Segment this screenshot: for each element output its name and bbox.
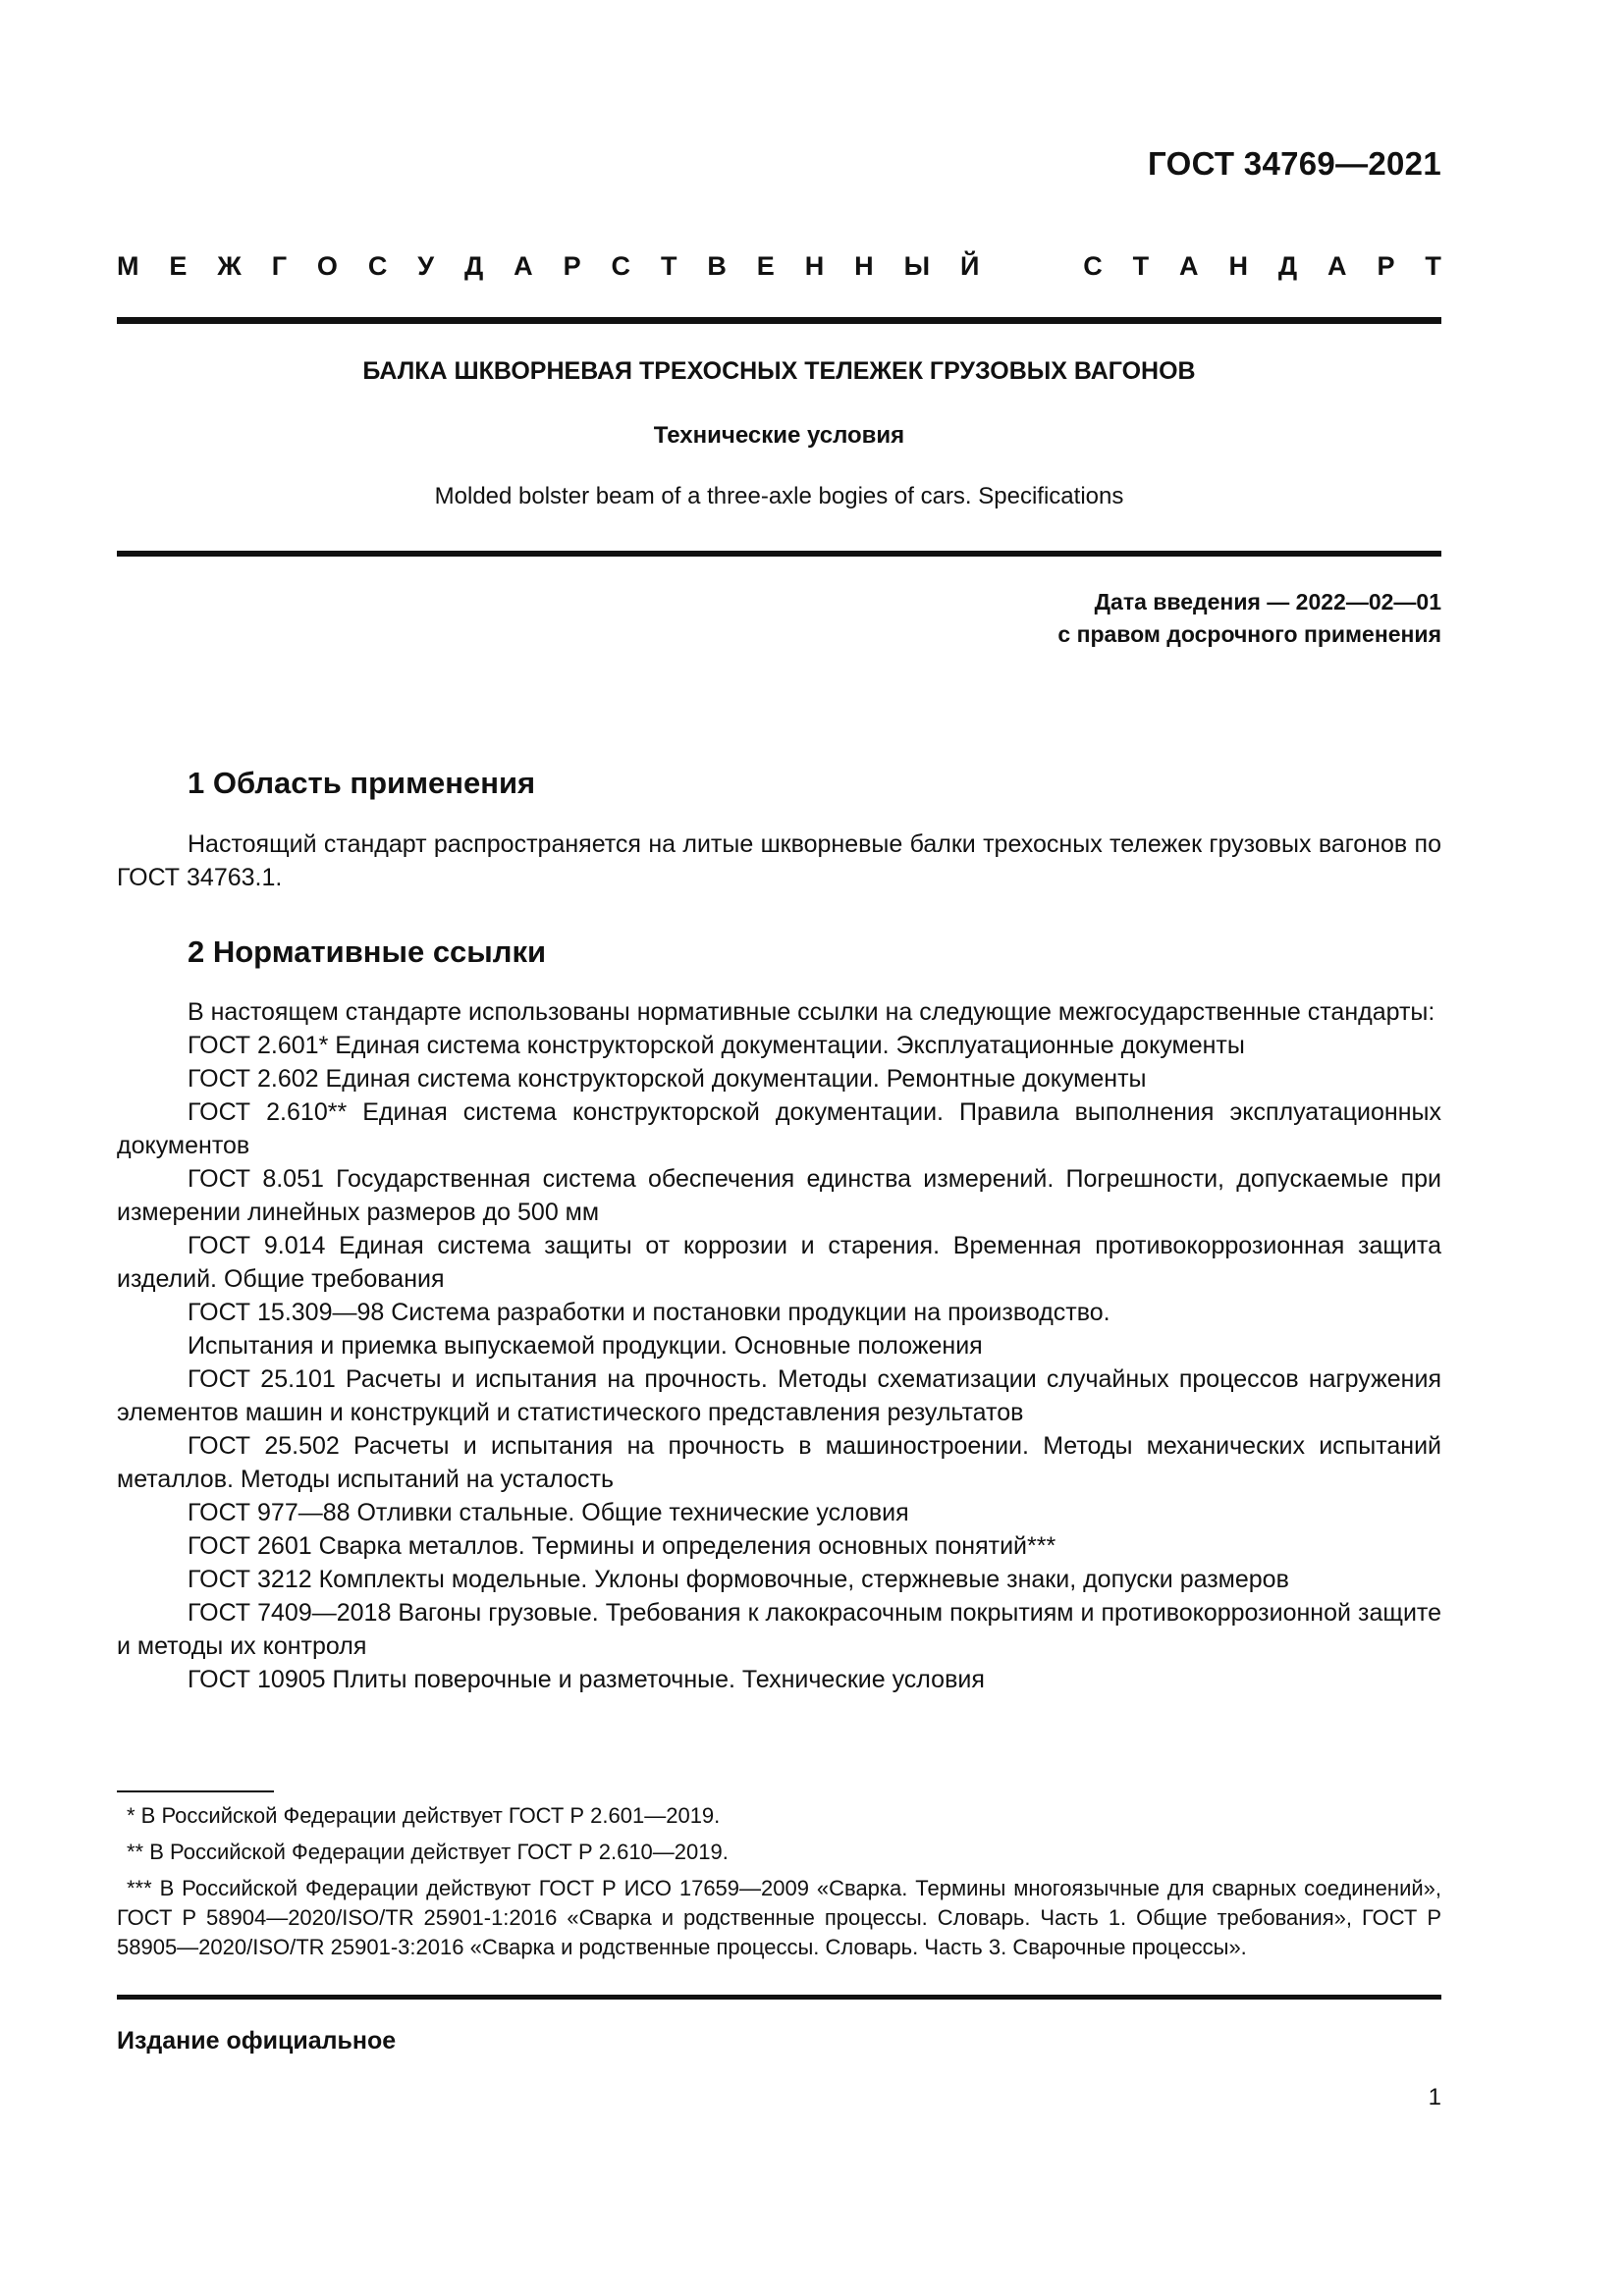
reference-item: ГОСТ 2.602 Единая система конструкторской документации. Ремонтные документы [188, 1065, 1147, 1093]
paragraph: В настоящем стандарте использованы нормативные ссылки на следующие межгосударственные стандарты: [188, 998, 1435, 1026]
banner-letter: А [1179, 251, 1199, 281]
banner-letter: О [316, 251, 338, 281]
footnote: ** В Российской Федерации действует ГОСТ Р 2.610—2019. [127, 1840, 729, 1864]
reference-item: ГОСТ 15.309—98 Система разработки и постановки продукции на производство. [188, 1299, 1110, 1326]
document-subtitle: Технические условия [653, 422, 905, 449]
banner-letter: Т [660, 251, 677, 281]
banner-letter: Д [1277, 251, 1298, 281]
banner-letter: А [1327, 251, 1347, 281]
reference-item: ГОСТ 2601 Сварка металлов. Термины и определения основных понятий*** [188, 1532, 1056, 1560]
banner-letter: Н [804, 251, 825, 281]
section-1-text [117, 828, 1441, 894]
banner-letter: У [417, 251, 435, 281]
reference-item: ГОСТ 25.502 Расчеты и испытания на прочность в машиностроении. Методы механических испытаний металлов. Методы испытаний на усталость [117, 1432, 1441, 1493]
footnote: *** В Российской Федерации действуют ГОСТ Р ИСО 17659—2009 «Сварка. Термины многоязычные для сварных соединений», ГОСТ Р 58904—2020/ISO/TR 25901-1:2016 «Сварка и родственные процессы. Словарь. Часть 1. Общие требования», ГОСТ Р 58905—2020/ISO/TR 25901-3:2016 «Сварка и родственные процессы. Словарь. Часть 3. Сварочные процессы». [117, 1876, 1441, 1959]
paragraph: Настоящий стандарт распространяется на литые шкворневые балки трехосных тележек грузовых вагонов по ГОСТ 34763.1. [117, 830, 1441, 891]
banner-letter: Е [756, 251, 775, 281]
document-page [117, 0, 1441, 2296]
reference-item: ГОСТ 2.601* Единая система конструкторской документации. Эксплуатационные документы [188, 1032, 1245, 1059]
banner-letter: В [707, 251, 727, 281]
banner-letter: Н [854, 251, 874, 281]
footnotes [117, 1801, 1441, 1969]
banner-letter: С [611, 251, 631, 281]
banner-letter: Ы [903, 251, 931, 281]
banner-letter: Р [1377, 251, 1395, 281]
document-title: БАЛКА ШКВОРНЕВАЯ ТРЕХОСНЫХ ТЕЛЕЖЕК ГРУЗОВЫХ ВАГОНОВ [362, 357, 1196, 385]
introduction-date-block [1057, 586, 1441, 651]
document-title-english: Molded bolster beam of a three-axle bogies of cars. Specifications [434, 483, 1124, 509]
section-2-heading: 2 Нормативные ссылки [188, 934, 547, 969]
banner-letter: Д [464, 251, 484, 281]
banner-letter: Г [271, 251, 287, 281]
footnote-separator [117, 1790, 274, 1792]
reference-item: ГОСТ 7409—2018 Вагоны грузовые. Требования к лакокрасочным покрытиям и противокоррозионной защите и методы их контроля [117, 1599, 1441, 1660]
banner-letter: Т [1132, 251, 1150, 281]
reference-item: ГОСТ 8.051 Государственная система обеспечения единства измерений. Погрешности, допускаемые при измерении линейных размеров до 500 мм [117, 1165, 1441, 1226]
reference-item: ГОСТ 10905 Плиты поверочные и разметочные. Технические условия [188, 1666, 985, 1693]
introduction-date: Дата введения — 2022—02—01 [1094, 589, 1441, 614]
section-2-references [117, 995, 1441, 1696]
footnote: * В Российской Федерации действует ГОСТ Р 2.601—2019. [127, 1803, 721, 1828]
section-1-heading: 1 Область применения [188, 766, 536, 800]
reference-item: ГОСТ 977—88 Отливки стальные. Общие технические условия [188, 1499, 909, 1526]
banner-letter: Р [563, 251, 581, 281]
banner-letter: Н [1228, 251, 1248, 281]
banner-word-gap [1009, 251, 1053, 282]
header-divider [117, 317, 1441, 324]
banner-letter: С [367, 251, 388, 281]
banner-letter: Т [1425, 251, 1441, 281]
title-divider [117, 551, 1441, 557]
banner-letter: Е [169, 251, 188, 281]
banner-letter: М [117, 251, 139, 281]
reference-item: Испытания и приемка выпускаемой продукции. Основные положения [188, 1332, 983, 1360]
banner-letter: Ж [217, 251, 242, 281]
banner-letter: С [1083, 251, 1103, 281]
early-use-note: с правом досрочного применения [1057, 621, 1441, 647]
reference-item: ГОСТ 9.014 Единая система защиты от коррозии и старения. Временная противокоррозионная защита изделий. Общие требования [117, 1232, 1441, 1293]
banner-letter: А [514, 251, 533, 281]
footer-divider [117, 1995, 1441, 2000]
banner-letter: Й [959, 251, 980, 281]
official-edition-label: Издание официальное [117, 2027, 397, 2055]
reference-item: ГОСТ 3212 Комплекты модельные. Уклоны формовочные, стержневые знаки, допуски размеров [188, 1566, 1289, 1593]
reference-item: ГОСТ 25.101 Расчеты и испытания на прочность. Методы схематизации случайных процессов нагружения элементов машин и конструкций и статистического представления результатов [117, 1365, 1441, 1426]
interstate-standard-banner [117, 251, 1441, 282]
reference-item: ГОСТ 2.610** Единая система конструкторской документации. Правила выполнения эксплуатационных документов [117, 1098, 1441, 1159]
standard-id: ГОСТ 34769—2021 [1148, 145, 1441, 182]
page-number: 1 [1428, 2084, 1441, 2110]
